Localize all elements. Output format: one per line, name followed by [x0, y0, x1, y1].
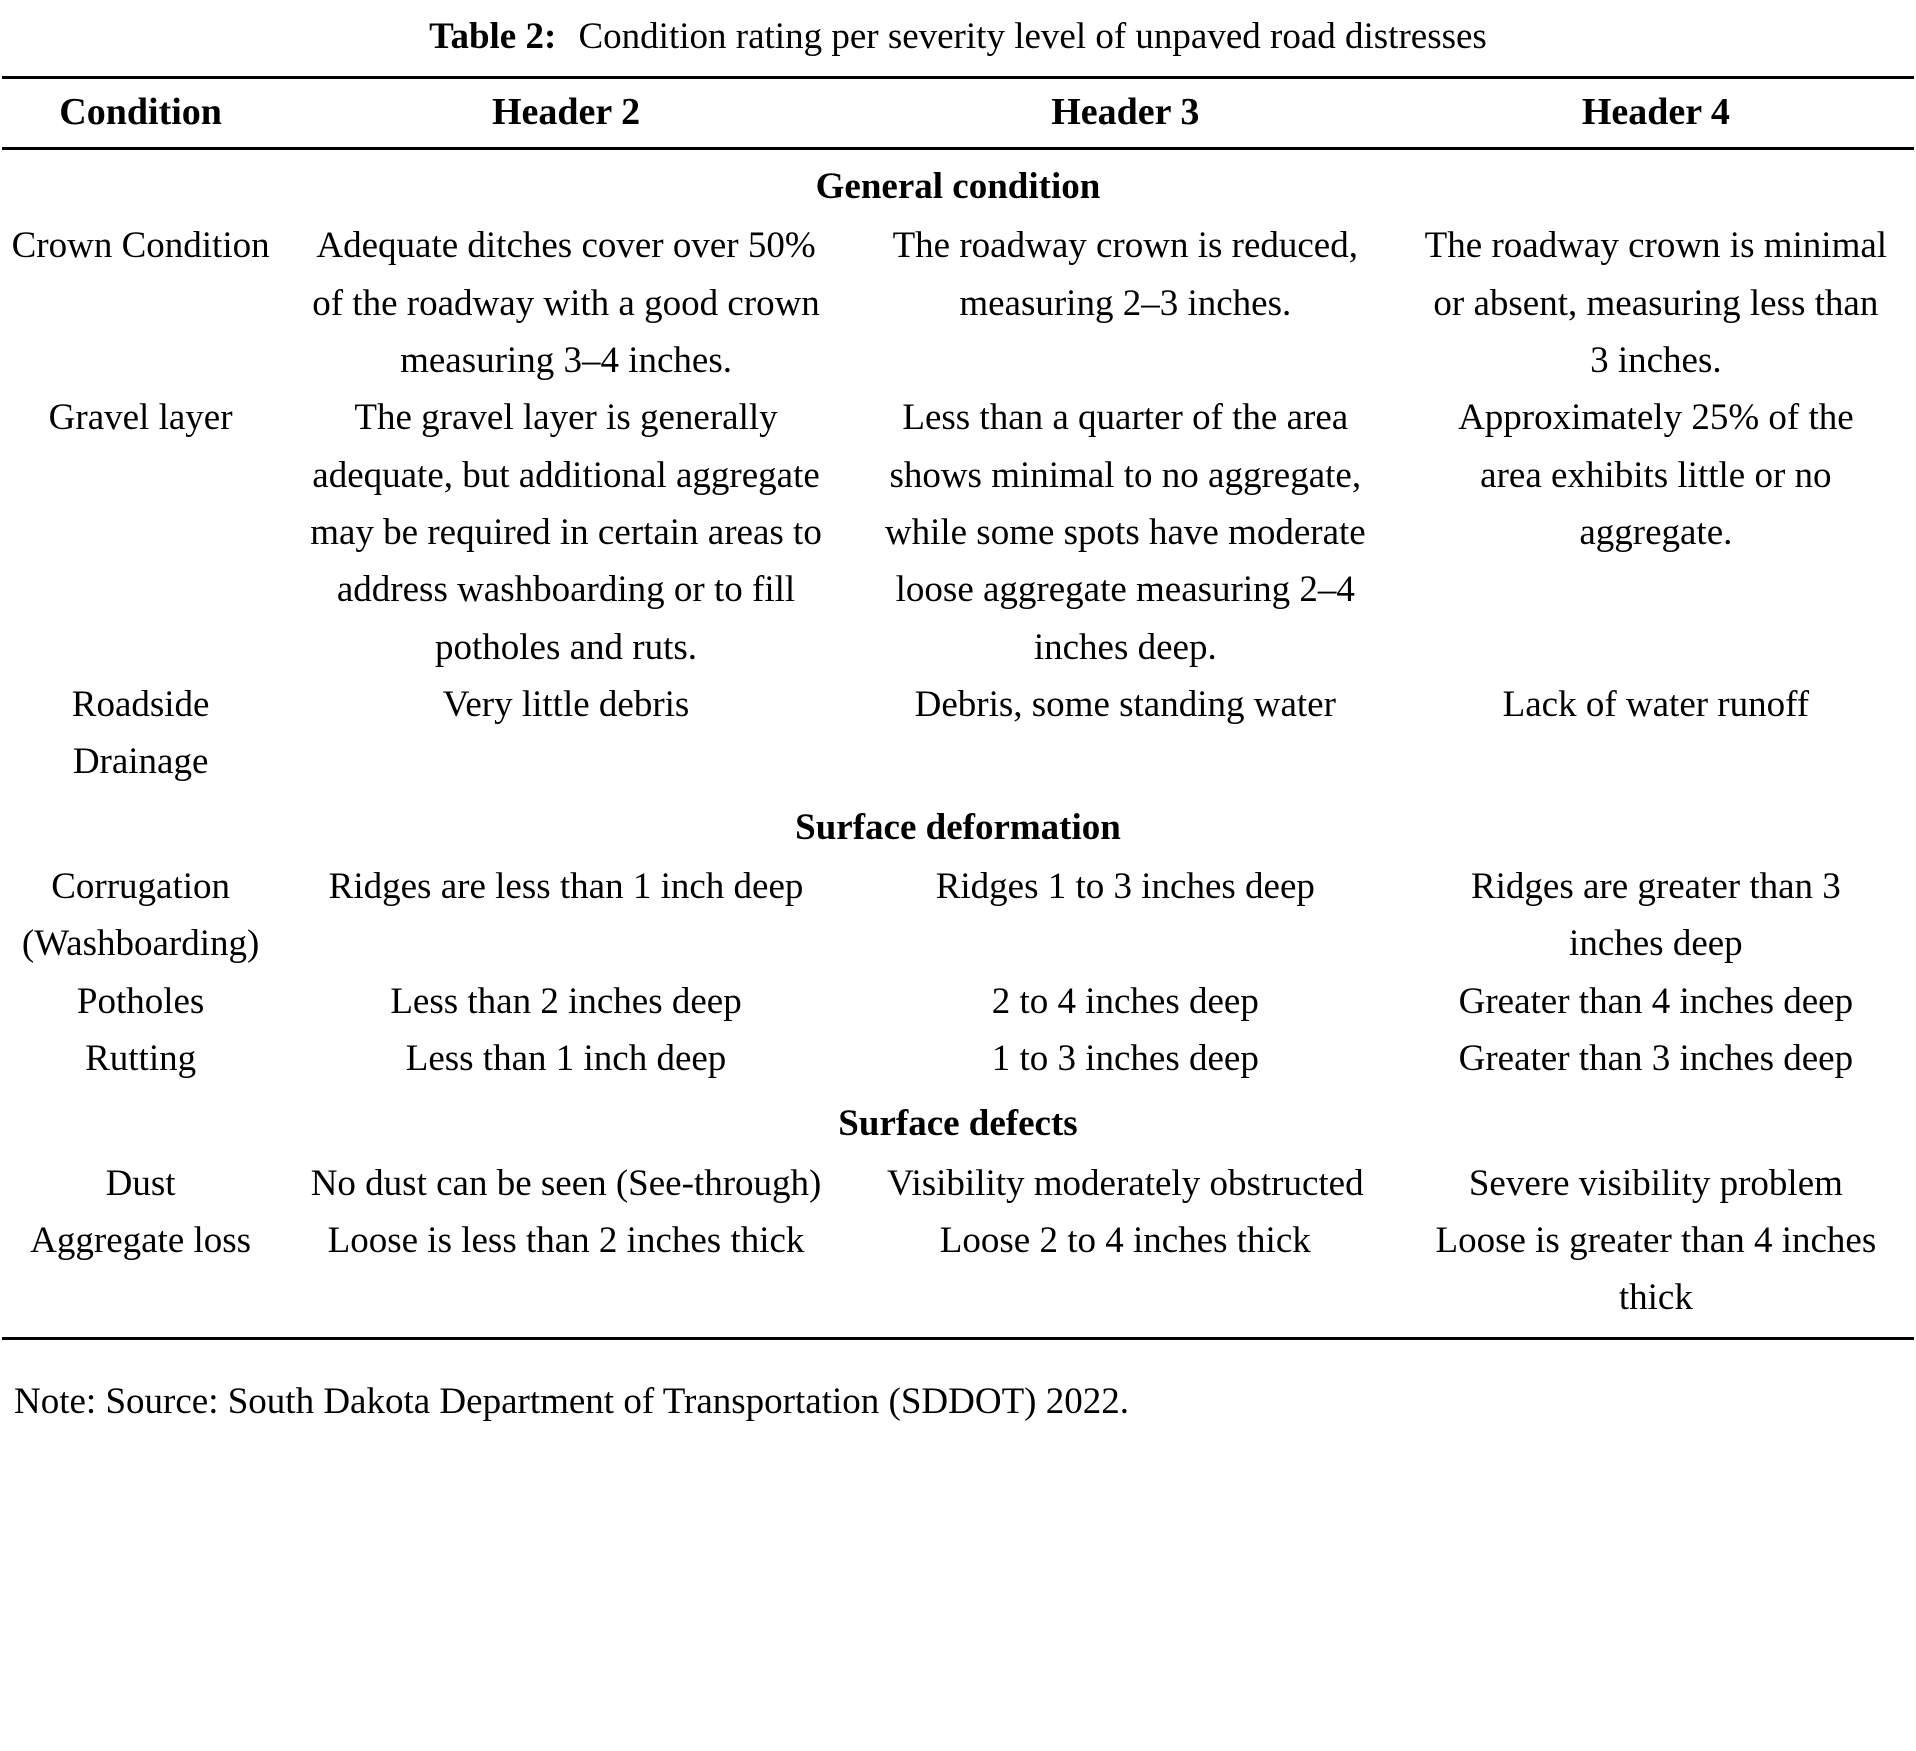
severity-cell: Very little debris [442, 684, 690, 726]
severity-cell: Less than a quarter of the area shows minimal to no aggregate, while some spots have moderate loose aggregate measuring 2–4 inches deep. [884, 397, 1366, 668]
severity-cell: Loose is less than 2 inches thick [327, 1220, 805, 1262]
condition-cell: Corrugation (Washboarding) [21, 866, 260, 965]
table-caption-text: Condition rating per severity level of unpaved road distresses [578, 16, 1487, 57]
table-caption-label: Table 2: [429, 16, 557, 57]
table-caption [2, 6, 1914, 76]
condition-rating-table [2, 76, 1914, 1340]
severity-cell: Debris, some standing water [914, 684, 1336, 726]
table-note: Note: Source: South Dakota Department of Transportation (SDDOT) 2022. [14, 1380, 1129, 1422]
severity-cell: The gravel layer is generally adequate, but additional aggregate may be required in certain areas to address washboarding or to fill potholes and ruts. [310, 397, 822, 668]
severity-cell: 1 to 3 inches deep [991, 1038, 1259, 1080]
column-header-condition: Condition [2, 77, 279, 148]
severity-cell: Ridges are greater than 3 inches deep [1470, 866, 1841, 965]
severity-cell: Greater than 3 inches deep [1458, 1038, 1854, 1080]
table-row-crown-condition [2, 217, 1914, 389]
table-row-potholes [2, 973, 1914, 1030]
table-row-roadside-drainage [2, 676, 1914, 791]
section-heading-surface-deformation: Surface deformation [795, 806, 1121, 848]
severity-cell: Visibility moderately obstructed [886, 1162, 1364, 1204]
table-row-gravel-layer [2, 389, 1914, 676]
header-row [2, 77, 1914, 148]
table-body [2, 148, 1914, 1338]
severity-cell: Ridges are less than 1 inch deep [328, 866, 804, 908]
section-heading-row [2, 1087, 1914, 1154]
severity-cell: The roadway crown is reduced, measuring 2–3 inches. [892, 225, 1358, 324]
table-row-dust [2, 1155, 1914, 1212]
table-row-aggregate-loss [2, 1212, 1914, 1338]
severity-cell: Severe visibility problem [1468, 1162, 1843, 1204]
severity-cell: Lack of water runoff [1502, 684, 1810, 726]
severity-cell: Ridges 1 to 3 inches deep [935, 866, 1315, 908]
column-header-3: Header 3 [853, 77, 1398, 148]
severity-cell: 2 to 4 inches deep [991, 980, 1259, 1022]
condition-cell: Dust [105, 1162, 176, 1204]
table-row-corrugation [2, 858, 1914, 973]
condition-cell: Roadside Drainage [71, 684, 210, 783]
column-header-2: Header 2 [279, 77, 853, 148]
section-heading-row [2, 148, 1914, 217]
section-heading-general-condition: General condition [815, 165, 1101, 207]
column-header-4: Header 4 [1398, 77, 1914, 148]
condition-cell: Crown Condition [11, 225, 270, 267]
condition-cell: Rutting [85, 1038, 197, 1080]
severity-cell: Loose 2 to 4 inches thick [939, 1220, 1311, 1262]
condition-cell: Potholes [76, 980, 205, 1022]
severity-cell: No dust can be seen (See-through) [310, 1162, 822, 1204]
section-heading-row [2, 791, 1914, 858]
severity-cell: Less than 2 inches deep [390, 980, 742, 1022]
severity-cell: Loose is greater than 4 inches thick [1435, 1220, 1877, 1319]
table-row-rutting [2, 1030, 1914, 1087]
condition-cell: Gravel layer [48, 397, 233, 439]
section-heading-surface-defects: Surface defects [838, 1103, 1078, 1145]
severity-cell: Greater than 4 inches deep [1458, 980, 1854, 1022]
condition-cell: Aggregate loss [30, 1220, 252, 1262]
severity-cell: Less than 1 inch deep [405, 1038, 727, 1080]
table-header [2, 77, 1914, 148]
severity-cell: Approximately 25% of the area exhibits little or no aggregate. [1458, 397, 1854, 553]
severity-cell: Adequate ditches cover over 50% of the roadway with a good crown measuring 3–4 inches. [312, 225, 820, 381]
severity-cell: The roadway crown is minimal or absent, measuring less than 3 inches. [1424, 225, 1888, 381]
